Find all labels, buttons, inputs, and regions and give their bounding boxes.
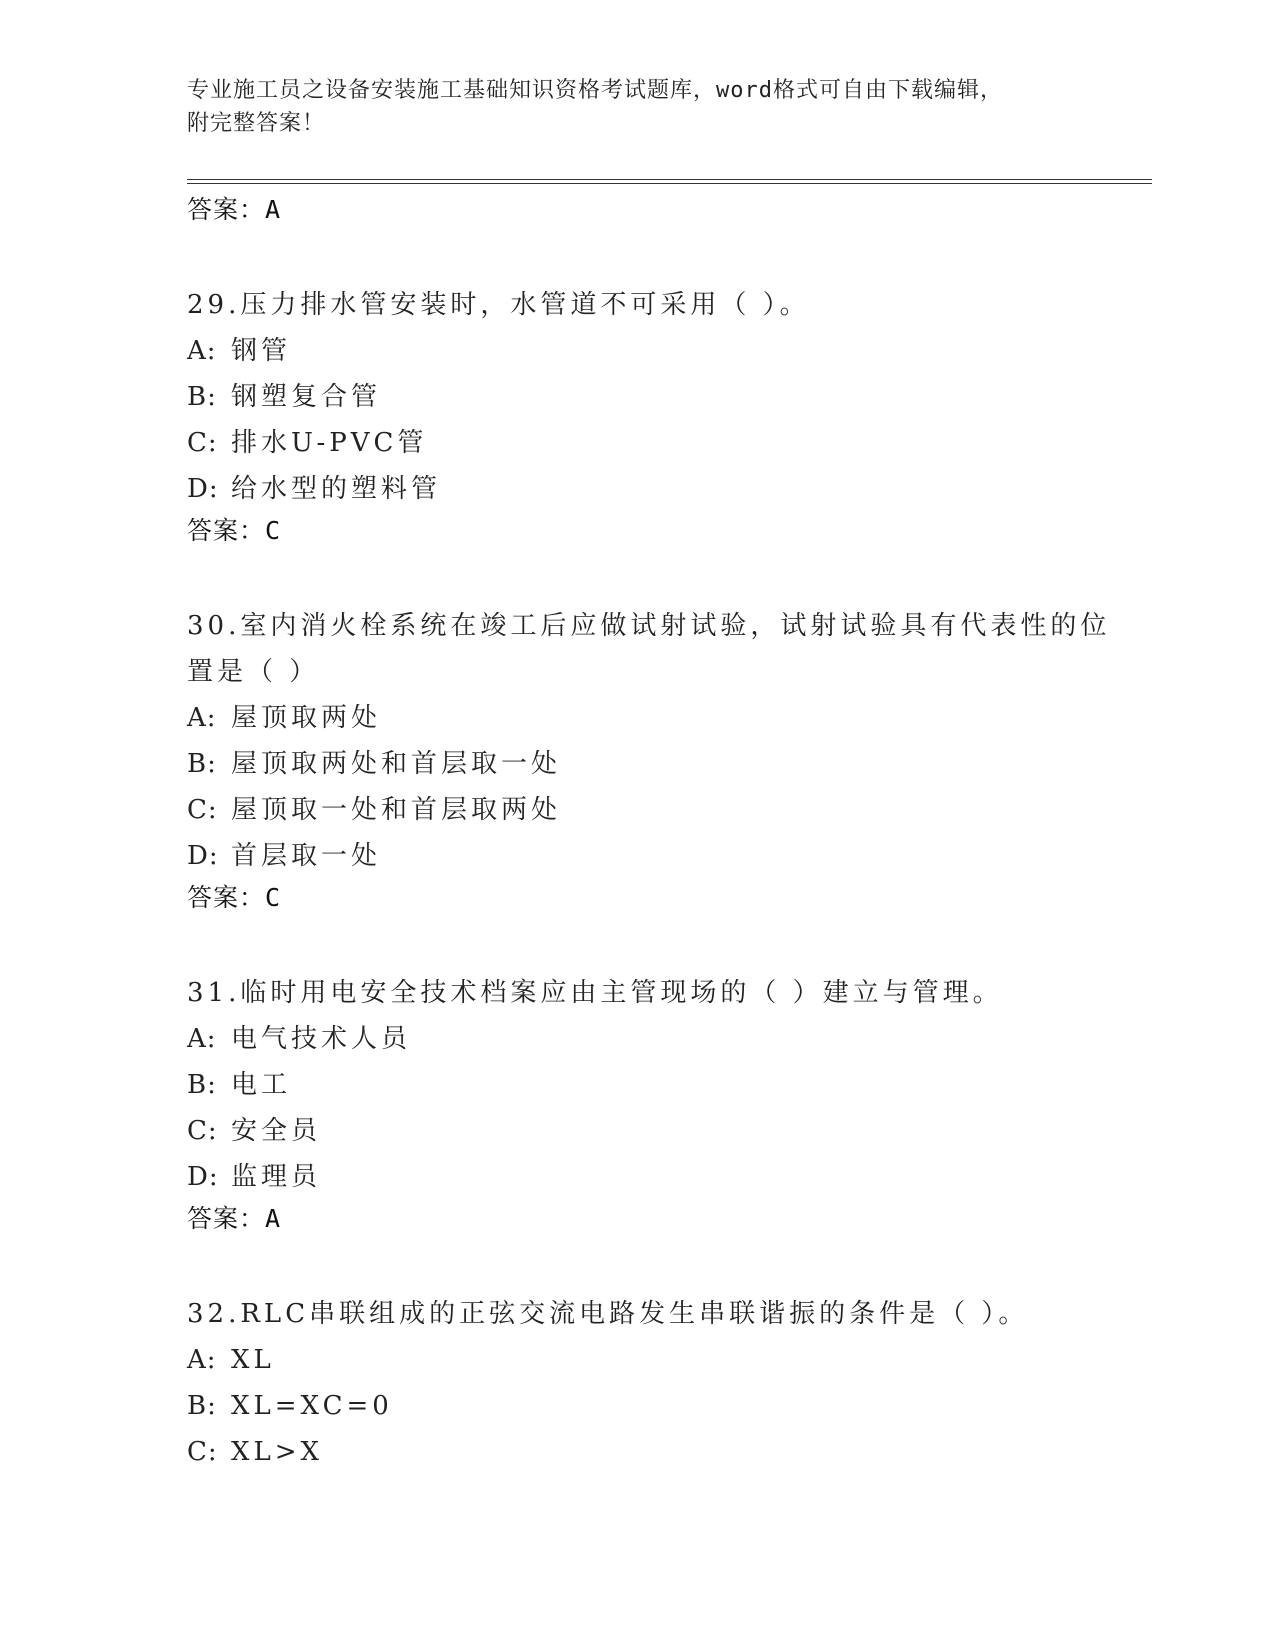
option-b xyxy=(187,1383,1087,1429)
question-stem xyxy=(187,282,1087,328)
option-text: 屋顶取两处和首层取一处 xyxy=(231,749,562,779)
option-text: 钢管 xyxy=(231,336,292,366)
answer-line: 答案：C xyxy=(187,883,282,912)
question-stem-line xyxy=(187,1291,1087,1337)
question-text: RLC串联组成的正弦交流电路发生串联谐振的条件是（ ）。 xyxy=(240,1299,1029,1329)
option-text: 电气技术人员 xyxy=(231,1024,412,1054)
option-text: XL xyxy=(231,1345,275,1375)
option-key: A: xyxy=(187,703,217,733)
answer-line: 答案：A xyxy=(187,195,282,224)
question-number: 32. xyxy=(187,1299,241,1329)
option-c xyxy=(187,1429,1087,1475)
option-b xyxy=(187,374,1087,420)
option-text: XL=XC=0 xyxy=(231,1391,393,1421)
document-header xyxy=(187,74,1067,140)
option-a xyxy=(187,695,1087,741)
answer-line: 答案：A xyxy=(187,1204,282,1233)
option-b xyxy=(187,741,1087,787)
question-stem xyxy=(187,603,1111,695)
question-item xyxy=(187,970,1087,1200)
question-item xyxy=(187,1291,1087,1475)
spacer xyxy=(187,1238,1087,1291)
header-title-line-2: 附完整答案！ xyxy=(187,111,326,136)
option-key: D: xyxy=(187,841,219,871)
option-c xyxy=(187,787,1087,833)
option-a xyxy=(187,1016,1087,1062)
answer-line: 答案：C xyxy=(187,516,282,545)
option-key: A: xyxy=(187,336,217,366)
option-text: XL>X xyxy=(231,1437,324,1467)
spacer xyxy=(187,550,1087,603)
header-divider-bottom xyxy=(187,183,1152,184)
spacer xyxy=(187,917,1087,970)
question-stem-line xyxy=(187,603,1111,649)
option-text: 屋顶取一处和首层取两处 xyxy=(231,795,562,825)
option-text: 电工 xyxy=(231,1070,292,1100)
question-number: 30. xyxy=(187,611,241,641)
option-a xyxy=(187,328,1087,374)
question-text: 压力排水管安装时，水管道不可采用（ ）。 xyxy=(240,290,810,320)
question-stem-line xyxy=(187,282,1087,328)
option-key: A: xyxy=(187,1345,217,1375)
option-text: 给水型的塑料管 xyxy=(231,474,442,504)
question-stem xyxy=(187,970,1087,1016)
option-text: 首层取一处 xyxy=(231,841,382,871)
option-a xyxy=(187,1337,1087,1383)
question-text: 室内消火栓系统在竣工后应做试射试验，试射试验具有代表性的位 xyxy=(240,611,1111,641)
option-key: D: xyxy=(187,474,219,504)
option-key: B: xyxy=(187,749,217,779)
spacer xyxy=(187,229,1087,282)
option-text: 监理员 xyxy=(231,1162,322,1192)
option-key: C: xyxy=(187,1116,218,1146)
option-key: B: xyxy=(187,1070,217,1100)
question-number: 29. xyxy=(187,290,241,320)
question-stem-line xyxy=(187,970,1087,1016)
question-stem-line: 置是（ ） xyxy=(187,657,320,687)
question-number: 31. xyxy=(187,978,241,1008)
question-text: 临时用电安全技术档案应由主管现场的（ ）建立与管理。 xyxy=(240,978,1003,1008)
option-key: D: xyxy=(187,1162,219,1192)
option-key: B: xyxy=(187,1391,217,1421)
option-c xyxy=(187,1108,1087,1154)
option-key: C: xyxy=(187,428,218,458)
option-key: C: xyxy=(187,795,218,825)
option-key: B: xyxy=(187,382,217,412)
question-item xyxy=(187,603,1111,879)
option-d xyxy=(187,466,1087,512)
question-list xyxy=(187,191,1111,1475)
header-title-line-1: 专业施工员之设备安装施工基础知识资格考试题库，word格式可自由下载编辑， xyxy=(187,78,1003,103)
option-key: A: xyxy=(187,1024,217,1054)
option-d xyxy=(187,1154,1087,1200)
question-item xyxy=(187,282,1087,512)
option-key: C: xyxy=(187,1437,218,1467)
option-text: 安全员 xyxy=(231,1116,322,1146)
option-b xyxy=(187,1062,1087,1108)
question-stem xyxy=(187,1291,1087,1337)
option-c xyxy=(187,420,1087,466)
option-text: 屋顶取两处 xyxy=(231,703,382,733)
header-divider-top xyxy=(187,179,1152,180)
option-d xyxy=(187,833,1087,879)
option-text: 排水U-PVC管 xyxy=(231,428,428,458)
option-text: 钢塑复合管 xyxy=(231,382,382,412)
